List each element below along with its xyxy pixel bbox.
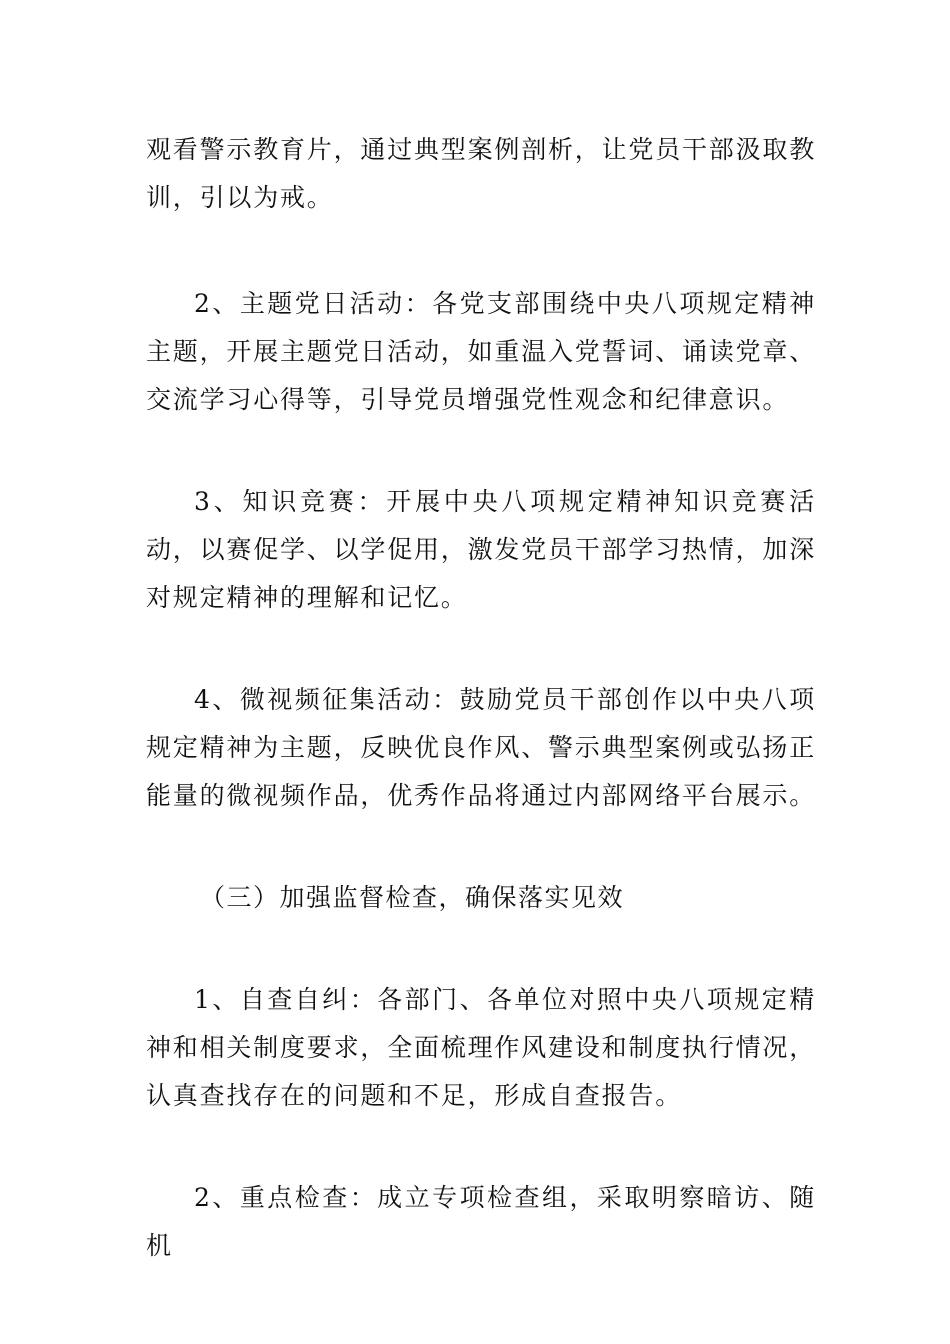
- paragraph-key-inspection: 2、重点检查：成立专项检查组，采取明察暗访、随机: [146, 1183, 816, 1260]
- paragraph-micro-video-collection: 4、微视频征集活动：鼓励党员干部创作以中央八项规定精神为主题，反映优良作风、警示典型案例或弘扬正能量的微视频作品，优秀作品将通过内部网络平台展示。: [146, 685, 817, 810]
- paragraph-warning-education: 观看警示教育片，通过典型案例剖析，让党员干部汲取教训，引以为戒。: [146, 135, 817, 212]
- section-heading-supervision: （三）加强监督检查，确保落实见效: [200, 883, 625, 912]
- paragraph-self-inspection: 1、自查自纠：各部门、各单位对照中央八项规定精神和相关制度要求，全面梳理作风建设和制度执行情况，认真查找存在的问题和不足，形成自查报告。: [146, 985, 817, 1110]
- paragraph-knowledge-contest: 3、知识竞赛：开展中央八项规定精神知识竞赛活动，以赛促学、以学促用，激发党员干部学习热情，加深对规定精神的理解和记忆。: [146, 487, 817, 612]
- paragraph-party-day-activity: 2、主题党日活动：各党支部围绕中央八项规定精神主题，开展主题党日活动，如重温入党誓词、诵读党章、交流学习心得等，引导党员增强党性观念和纪律意识。: [146, 289, 817, 414]
